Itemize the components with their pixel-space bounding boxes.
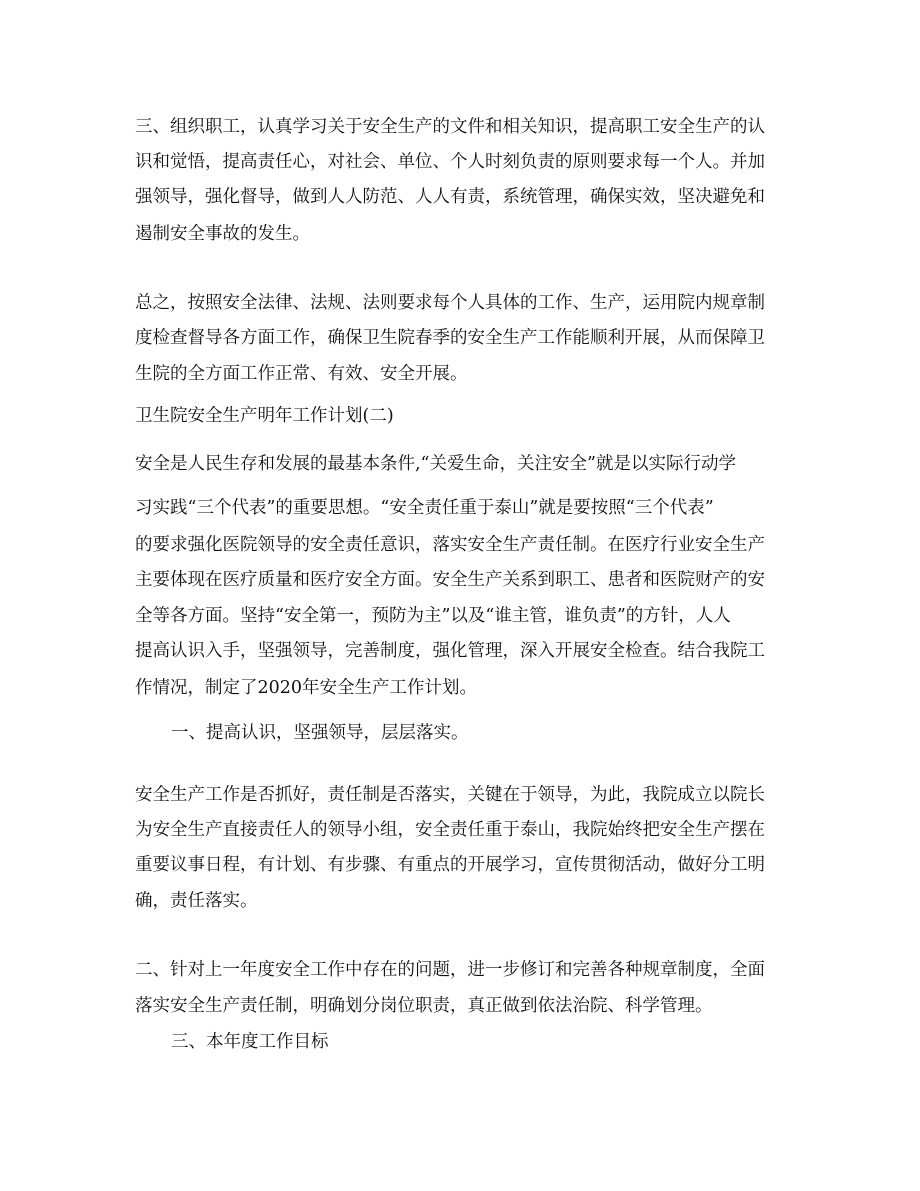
paragraph-3-line-1: 安全是人民生存和发展的最基本条件,“关爱生命，关注安全”就是以实际行动学 (135, 454, 736, 474)
paragraph-3-line-3: 的要求强化医院领导的安全责任意识，落实安全生产责任制。在医疗行业安全生产 (135, 535, 765, 555)
paragraph-4-line-1: 安全生产工作是否抓好，责任制是否落实，关键在于领导，为此，我院成立以院长 (135, 785, 765, 805)
paragraph-1-line-2: 识和觉悟，提高责任心，对社会、单位、个人时刻负责的原则要求每一个人。并加 (135, 152, 765, 172)
paragraph-5-line-2: 落实安全生产责任制，明确划分岗位职责，真正做到依法治院、科学管理。 (135, 996, 713, 1016)
paragraph-2-line-1: 总之，按照安全法律、法规、法则要求每个人具体的工作、生产，运用院内规章制 (135, 293, 765, 313)
item-one: 一、提高认识，坚强领导，层层落实。 (171, 723, 469, 743)
paragraph-2-line-3: 生院的全方面工作正常、有效、安全开展。 (135, 364, 468, 384)
paragraph-3-line-5: 全等各方面。坚持“安全第一，预防为主”以及“谁主管，谁负责”的方针，人人 (135, 606, 731, 626)
item-three: 三、本年度工作目标 (171, 1032, 329, 1052)
paragraph-4-line-2: 为安全生产直接责任人的领导小组，安全责任重于泰山，我院始终把安全生产摆在 (135, 820, 765, 840)
paragraph-3-line-4: 主要体现在医疗质量和医疗安全方面。安全生产关系到职工、患者和医院财产的安 (135, 570, 765, 590)
paragraph-3-line-7: 作情况，制定了2020年安全生产工作计划。 (135, 678, 478, 698)
paragraph-1-line-3: 强领导，强化督导，做到人人防范、人人有责，系统管理，确保实效，坚决避免和 (135, 187, 765, 207)
paragraph-1-line-4: 遏制安全事故的发生。 (135, 224, 310, 244)
paragraph-2-line-2: 度检查督导各方面工作，确保卫生院春季的安全生产工作能顺利开展，从而保障卫 (135, 328, 765, 348)
paragraph-5-line-1: 二、针对上一年度安全工作中存在的问题，进一步修订和完善各种规章制度，全面 (135, 960, 765, 980)
paragraph-3-line-2: 习实践“三个代表”的重要思想。“安全责任重于泰山”就是要按照“三个代表” (135, 498, 714, 518)
paragraph-4-line-3: 重要议事日程，有计划、有步骤、有重点的开展学习，宣传贯彻活动，做好分工明 (135, 855, 765, 875)
paragraph-3-line-6: 提高认识入手，坚强领导，完善制度，强化管理，深入开展安全检查。结合我院工 (135, 641, 765, 661)
paragraph-4-line-4: 确，责任落实。 (135, 891, 258, 911)
paragraph-1-line-1: 三、组织职工，认真学习关于安全生产的文件和相关知识，提高职工安全生产的认 (135, 117, 765, 137)
section-heading: 卫生院安全生产明年工作计划(二) (135, 406, 394, 426)
